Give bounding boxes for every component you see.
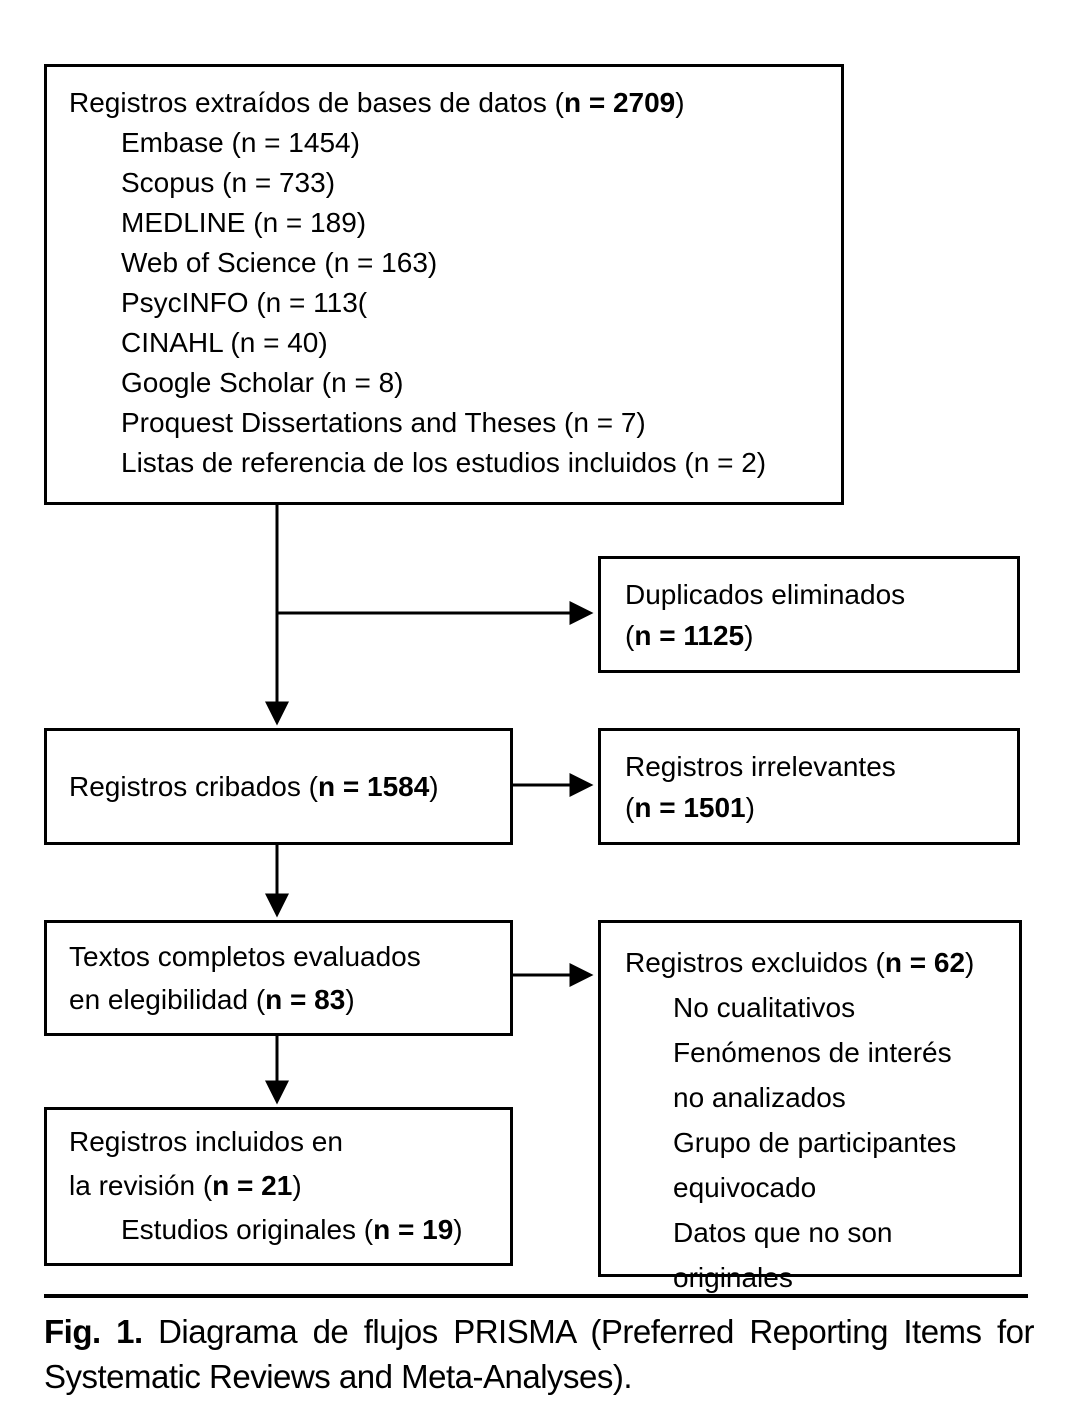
excluded-title — [625, 940, 995, 985]
duplicates-count-pre: ( — [625, 619, 635, 651]
excluded-title-post: ) — [965, 947, 975, 978]
box-duplicates-removed — [598, 556, 1020, 673]
fulltext-line2 — [69, 978, 488, 1021]
excluded-reason-line: equivocado — [673, 1172, 817, 1203]
excluded-reason-line: Grupo de participantes — [673, 1127, 957, 1158]
figure-caption — [44, 1309, 1034, 1399]
fulltext-line1: Textos completos evaluados — [69, 941, 421, 972]
source-item-wos: Web of Science (n = 163) — [121, 247, 438, 278]
duplicates-line1: Duplicados eliminados — [625, 578, 906, 610]
excluded-count: n = 62 — [884, 947, 966, 978]
records-title — [69, 83, 819, 123]
box-records-screened — [44, 728, 513, 845]
irrelevant-line1: Registros irrelevantes — [625, 750, 896, 782]
box-records-excluded — [598, 920, 1022, 1293]
excluded-reason-line: no analizados — [673, 1082, 846, 1113]
included-line3 — [121, 1208, 488, 1252]
duplicates-count: n = 1125 — [634, 619, 745, 651]
duplicates-line2 — [625, 615, 993, 656]
screened-post: ) — [429, 770, 439, 802]
records-title-count: n = 2709 — [563, 87, 676, 118]
records-title-pre: Registros extraídos de bases de datos ( — [69, 87, 564, 118]
duplicates-count-post: ) — [744, 619, 754, 651]
screened-line — [69, 767, 439, 807]
source-item-embase: Embase (n = 1454) — [121, 127, 360, 158]
source-item-cinahl: CINAHL (n = 40) — [121, 327, 328, 358]
excluded-reason-line: No cualitativos — [673, 992, 856, 1023]
source-item-reference-lists: Listas de referencia de los estudios incluidos (n = 2) — [121, 447, 767, 478]
source-item-proquest: Proquest Dissertations and Theses (n = 7) — [121, 407, 646, 438]
included-line1: Registros incluidos en — [69, 1126, 343, 1157]
screened-count: n = 1584 — [317, 770, 430, 802]
screened-pre: Registros cribados ( — [69, 770, 318, 802]
box-records-included — [44, 1107, 513, 1266]
irrelevant-count-pre: ( — [625, 791, 635, 823]
original-studies-post: ) — [453, 1214, 463, 1245]
included-line2 — [69, 1164, 488, 1208]
excluded-title-pre: Registros excluidos ( — [625, 947, 885, 978]
box-records-identified — [44, 64, 844, 505]
box-fulltext-assessed — [44, 920, 513, 1036]
figure-caption-label: Fig. 1. — [44, 1313, 143, 1350]
fulltext-count-post: ) — [345, 984, 355, 1015]
irrelevant-count: n = 1501 — [634, 791, 746, 823]
excluded-reason-line: Datos que no son — [673, 1217, 893, 1248]
included-count-pre: la revisión ( — [69, 1170, 213, 1201]
included-count: n = 21 — [212, 1170, 293, 1201]
original-studies-pre: Estudios originales ( — [121, 1214, 374, 1245]
excluded-reason-line: Fenómenos de interés — [673, 1037, 952, 1068]
source-item-medline: MEDLINE (n = 189) — [121, 207, 367, 238]
fulltext-count-pre: en elegibilidad ( — [69, 984, 266, 1015]
box-records-irrelevant — [598, 728, 1020, 845]
figure-caption-text: Diagrama de flujos PRISMA (Preferred Reporting Items for Systematic Reviews and Meta-Analyses). — [44, 1313, 1035, 1395]
source-item-google-scholar: Google Scholar (n = 8) — [121, 367, 404, 398]
included-count-post: ) — [292, 1170, 302, 1201]
original-studies-count: n = 19 — [373, 1214, 454, 1245]
records-title-post: ) — [675, 87, 685, 118]
source-item-scopus: Scopus (n = 733) — [121, 167, 336, 198]
irrelevant-count-post: ) — [745, 791, 755, 823]
fulltext-count: n = 83 — [265, 984, 346, 1015]
source-item-psycinfo: PsycINFO (n = 113( — [121, 287, 368, 318]
irrelevant-line2 — [625, 787, 993, 828]
excluded-reason-line: originales — [673, 1262, 793, 1293]
caption-divider-rule — [44, 1294, 1028, 1298]
